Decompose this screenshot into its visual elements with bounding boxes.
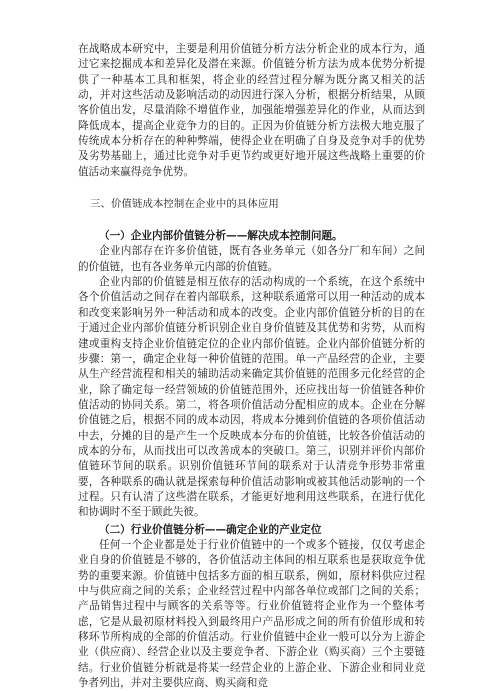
- internal-chain-paragraph-1: 企业内部存在许多价值链，既有各业务单元（如各分厂和车间）之间的价值链，也有各业务单元内部的价值链。: [78, 245, 425, 273]
- subsection-heading-internal: （一）企业内部价值链分析——解决成本控制问题。: [99, 230, 343, 243]
- document-page: [78, 42, 425, 691]
- intro-paragraph: 在战略成本研究中，主要是利用价值链分析方法分析企业的成本行为，通过它来挖掘成本和差异化及潜在来源。价值链分析方法为成本优势分析提供了一种基本工具和框架，将企业的经营过程分解为既分离又相关的活动，并对这些活动及影响活动的动因进行深入分析，根据分析结果，从顾客价值出发，尽量消除不增值作业，加强能增强差异化的作业，从而达到降低成本，提高企业竞争力的目的。正因为价值链分析方法极大地克服了传统成本分析存在的种种弊端，使得企业在明确了自身及竞争对手的优势及劣势基础上，通过比竞争对手更节约或更好地开展这些战略上重要的价值活动来赢得竞争优势。: [78, 43, 425, 178]
- internal-chain-paragraph-2: 企业内部的价值链是相互依存的活动构成的一个系统，在这个系统中各个价值活动之间存在着内部联系，这种联系通常可以用一种活动的成本和改变来影响另外一种活动和成本的改变。企业内部价值链分析的目的在于通过企业内部价值链分析识别企业自身价值链及其优势和劣势，从而构建或重构支持企业价值链定位的企业内部价值链。企业内部价值链分析的步骤：第一，确定企业每一种价值链的范围。单一产品经营的企业，主要从生产经营流程和相关的辅助活动来确定其价值链的范围多元化经营的企业，除了确定每一经营领域的价值链范围外，还应找出每一价值链各种价值活动的协同关系。第二，将各项价值活动分配相应的成本。企业在分解价值链之后，根据不同的成本动因，将成本分摊到价值链的各项价值活动中去，分摊的目的是产生一个反映成本分布的价值链，比较各价值活动的成本的分布，从而找出可以改善成本的突破口。第三，识别并评价内部价值链环节间的联系。识别价值链环节间的联系对于认清竞争形势非常重要，各种联系的确认就是探索每种价值活动影响或被其他活动影响的一个过程。只有认清了这些潜在联系，才能更好地利用这些联系，在进行优化和协调时不至于顾此失彼。: [78, 276, 425, 519]
- subsection-heading-industry: （二）行业价值链分析——确定企业的产业定位: [99, 523, 322, 536]
- section-heading: 三、价值链成本控制在企业中的具体应用: [90, 198, 279, 211]
- industry-chain-paragraph: 任何一个企业都是处于行业价值链中的一个或多个链接，仅仅考虑企业自身的价值链是不够的，各价值活动主体间的相互联系也是获取竞争优势的重要来源。价值链中包括多方面的相互联系，例如，原材料供应过程中与供应商之间的关系；企业经营过程中内部各单位或部门之间的关系；产品销售过程中与顾客的关系等等。行业价值链将企业作为一个整体考虑，它是从最初原材料投入到最终用户产品形成之间的所有价值形成和转移环节所构成的全部的价值活动。行业价值链中企业一般可以分为上游企业（供应商）、经营企业以及主要竞争者、下游企业（购买商）三个主要链结。行业价值链分析就是将某一经营企业的上游企业、下游企业和同业竞争者列出，并对主要供应商、购买商和竞: [78, 538, 425, 690]
